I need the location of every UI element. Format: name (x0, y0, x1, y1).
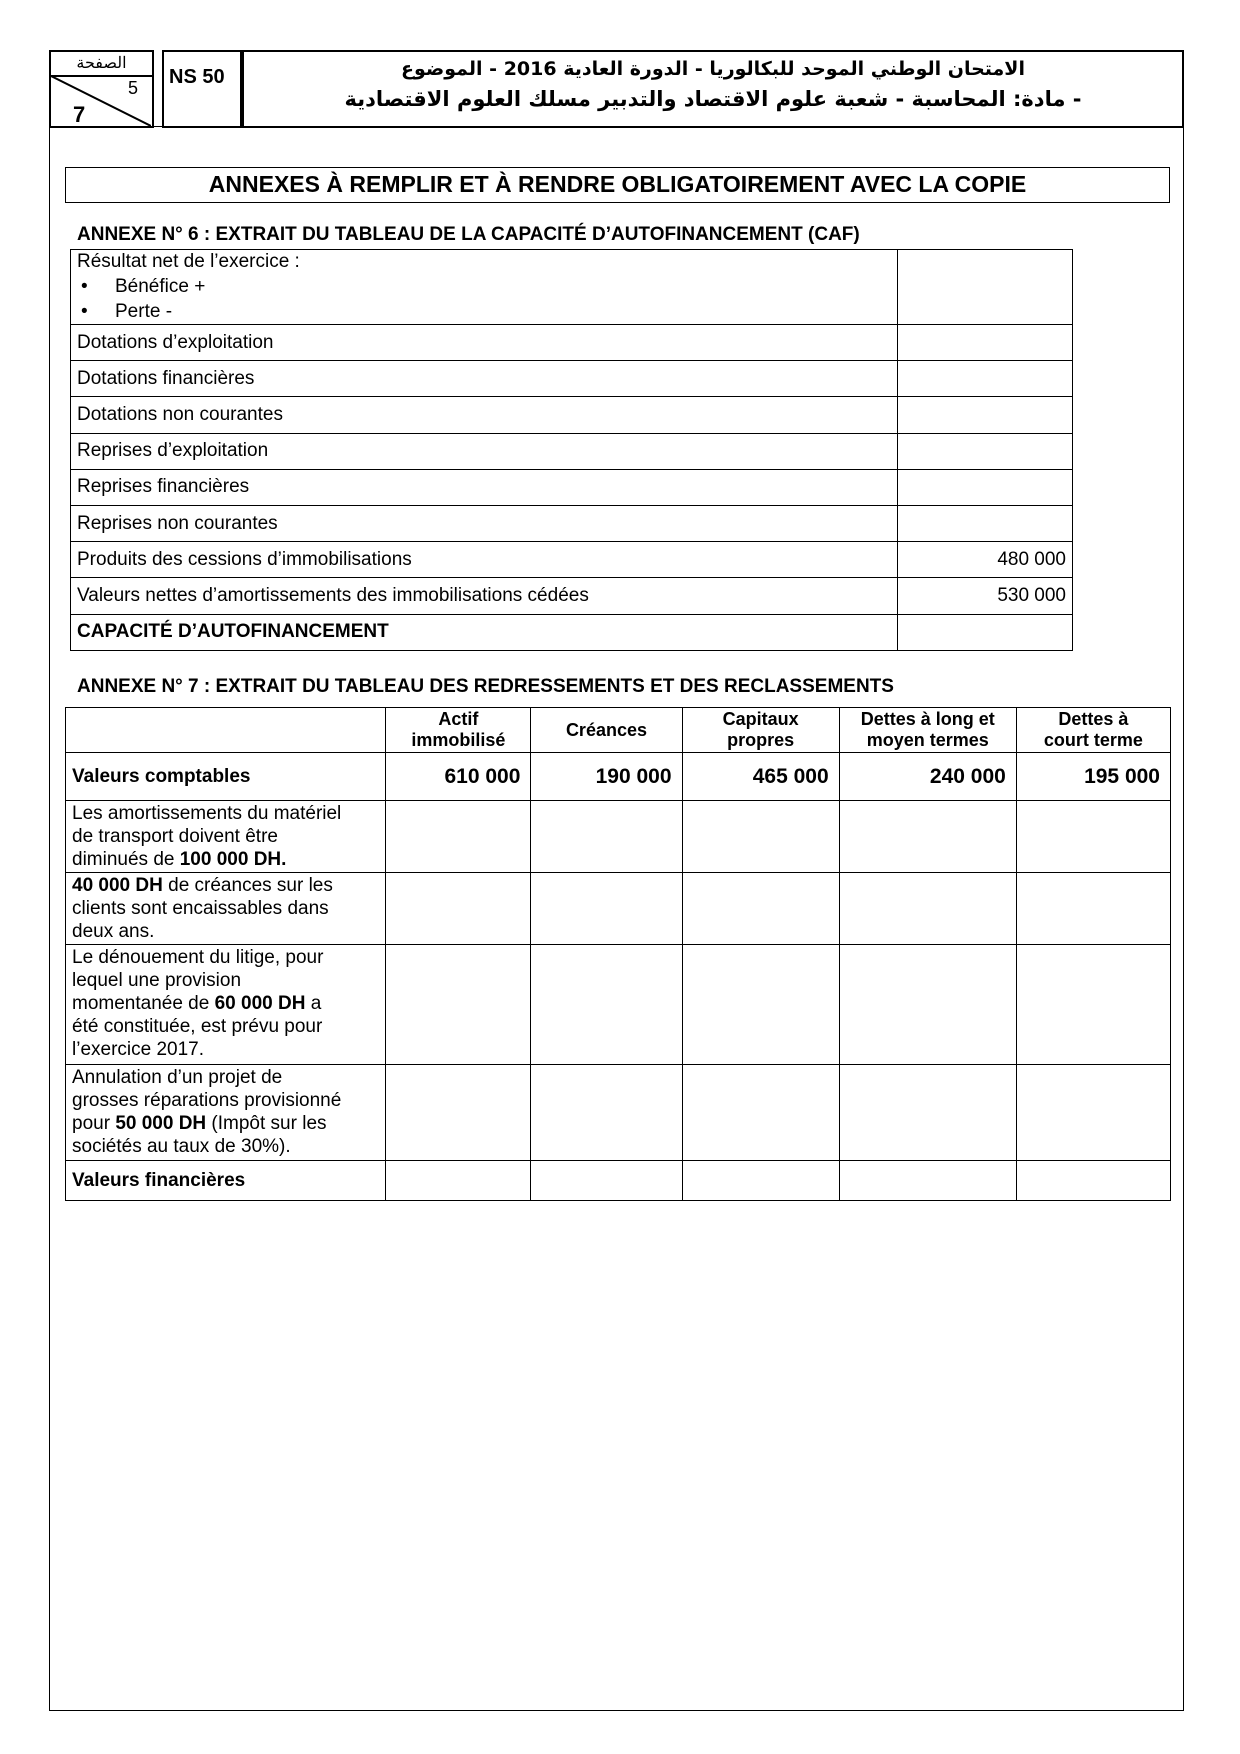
input-cell[interactable] (531, 801, 682, 873)
table-row (71, 325, 1073, 361)
table-row (71, 361, 1073, 397)
row-label: Reprises financières (71, 469, 898, 505)
table-row (71, 397, 1073, 433)
perte-label: Perte - (115, 301, 173, 322)
bullet-icon: • (81, 276, 88, 297)
input-cell[interactable] (682, 945, 839, 1065)
table-row (71, 505, 1073, 541)
row-value[interactable] (898, 361, 1073, 397)
book-values-label: Valeurs comptables (66, 753, 386, 801)
input-cell[interactable] (531, 1161, 682, 1201)
input-cell[interactable] (531, 945, 682, 1065)
book-value: 465 000 (682, 753, 839, 801)
adjustment-creances: 40 000 DH de créances sur les clients sont encaissables dans deux ans. (66, 873, 386, 945)
input-cell[interactable] (839, 1161, 1016, 1201)
result-value-cell[interactable] (898, 250, 1073, 325)
page-current: 5 (127, 78, 138, 98)
table-row (71, 578, 1073, 614)
row-value[interactable] (898, 469, 1073, 505)
input-cell[interactable] (682, 1161, 839, 1201)
row-label: Produits des cessions d’immobilisations (71, 542, 898, 578)
header-empty (66, 708, 386, 753)
row-value[interactable] (898, 325, 1073, 361)
result-label: Résultat net de l’exercice : (77, 251, 300, 272)
annex7-title: ANNEXE N° 7 : EXTRAIT DU TABLEAU DES REDRESSEMENTS ET DES RECLASSEMENTS (77, 676, 894, 697)
input-cell[interactable] (839, 1065, 1016, 1161)
input-cell[interactable] (386, 945, 531, 1065)
annex6-title: ANNEXE N° 6 : EXTRAIT DU TABLEAU DE LA CAPACITÉ D’AUTOFINANCEMENT (CAF) (77, 224, 860, 245)
input-cell[interactable] (1016, 1161, 1170, 1201)
annex7-redressements-table (65, 707, 1171, 1201)
input-cell[interactable] (386, 1065, 531, 1161)
page-label: الصفحة (51, 55, 152, 77)
col-capitaux-propres: Capitaux propres (682, 708, 839, 753)
perte-item (77, 299, 891, 324)
input-cell[interactable] (839, 945, 1016, 1065)
page-number-box (49, 50, 154, 128)
adjustment-amortissements: Les amortissements du matériel de transport doivent être diminués de 100 000 DH. (66, 801, 386, 873)
table-row (71, 469, 1073, 505)
table-row (66, 801, 1171, 873)
row-label: Dotations non courantes (71, 397, 898, 433)
table-row (71, 433, 1073, 469)
page-header (49, 50, 1184, 128)
input-cell[interactable] (386, 1161, 531, 1201)
table-row (71, 250, 1073, 325)
input-cell[interactable] (1016, 801, 1170, 873)
book-value: 195 000 (1016, 753, 1170, 801)
benefice-label: Bénéfice + (115, 276, 206, 297)
table-row (66, 1065, 1171, 1161)
col-dettes-court: Dettes à court terme (1016, 708, 1170, 753)
bullet-icon: • (81, 301, 88, 322)
col-actif-immobilise: Actif immobilisé (386, 708, 531, 753)
subject-line: - مادة: المحاسبة - شعبة علوم الاقتصاد والتدبير مسلك العلوم الاقتصادية (344, 87, 1082, 111)
book-value: 190 000 (531, 753, 682, 801)
table-row (71, 542, 1073, 578)
annexes-banner: ANNEXES À REMPLIR ET À RENDRE OBLIGATOIREMENT AVEC LA COPIE (65, 167, 1170, 203)
exam-title-box (242, 50, 1184, 128)
table-row (66, 945, 1171, 1065)
annex6-caf-table (70, 249, 1073, 651)
adjustment-grosses-reparations: Annulation d’un projet de grosses réparations provisionné pour 50 000 DH (Impôt sur les sociétés au taux de 30%). (66, 1065, 386, 1161)
table-row (71, 614, 1073, 650)
input-cell[interactable] (1016, 873, 1170, 945)
row-value[interactable] (898, 505, 1073, 541)
col-creances: Créances (531, 708, 682, 753)
input-cell[interactable] (839, 801, 1016, 873)
row-label: Reprises d’exploitation (71, 433, 898, 469)
input-cell[interactable] (531, 1065, 682, 1161)
input-cell[interactable] (682, 801, 839, 873)
input-cell[interactable] (839, 873, 1016, 945)
input-cell[interactable] (682, 873, 839, 945)
input-cell[interactable] (386, 801, 531, 873)
exam-code: NS 50 (162, 50, 242, 128)
input-cell[interactable] (531, 873, 682, 945)
row-value[interactable] (898, 433, 1073, 469)
benefice-item (77, 274, 891, 299)
row-value: 530 000 (898, 578, 1073, 614)
input-cell[interactable] (682, 1065, 839, 1161)
financial-values-label: Valeurs financières (66, 1161, 386, 1201)
row-label: Valeurs nettes d’amortissements des immobilisations cédées (71, 578, 898, 614)
table-header-row (66, 708, 1171, 753)
table-row (66, 873, 1171, 945)
result-cell (71, 250, 898, 325)
row-label: Reprises non courantes (71, 505, 898, 541)
book-value: 240 000 (839, 753, 1016, 801)
row-label: Dotations financières (71, 361, 898, 397)
table-row (66, 1161, 1171, 1201)
book-value: 610 000 (386, 753, 531, 801)
input-cell[interactable] (1016, 1065, 1170, 1161)
exam-line: الامتحان الوطني الموحد للبكالوريا - الدورة العادية 2016 - الموضوع (401, 58, 1025, 80)
adjustment-litige: Le dénouement du litige, pour lequel une provision momentanée de 60 000 DH a été constituée, est prévu pour l’exercice 2017. (66, 945, 386, 1065)
caf-total-value[interactable] (898, 614, 1073, 650)
row-value: 480 000 (898, 542, 1073, 578)
col-dettes-long-moyen: Dettes à long et moyen termes (839, 708, 1016, 753)
caf-total-label: CAPACITÉ D’AUTOFINANCEMENT (71, 614, 898, 650)
input-cell[interactable] (1016, 945, 1170, 1065)
page-total: 7 (73, 102, 86, 127)
table-row (66, 753, 1171, 801)
input-cell[interactable] (386, 873, 531, 945)
row-value[interactable] (898, 397, 1073, 433)
row-label: Dotations d’exploitation (71, 325, 898, 361)
